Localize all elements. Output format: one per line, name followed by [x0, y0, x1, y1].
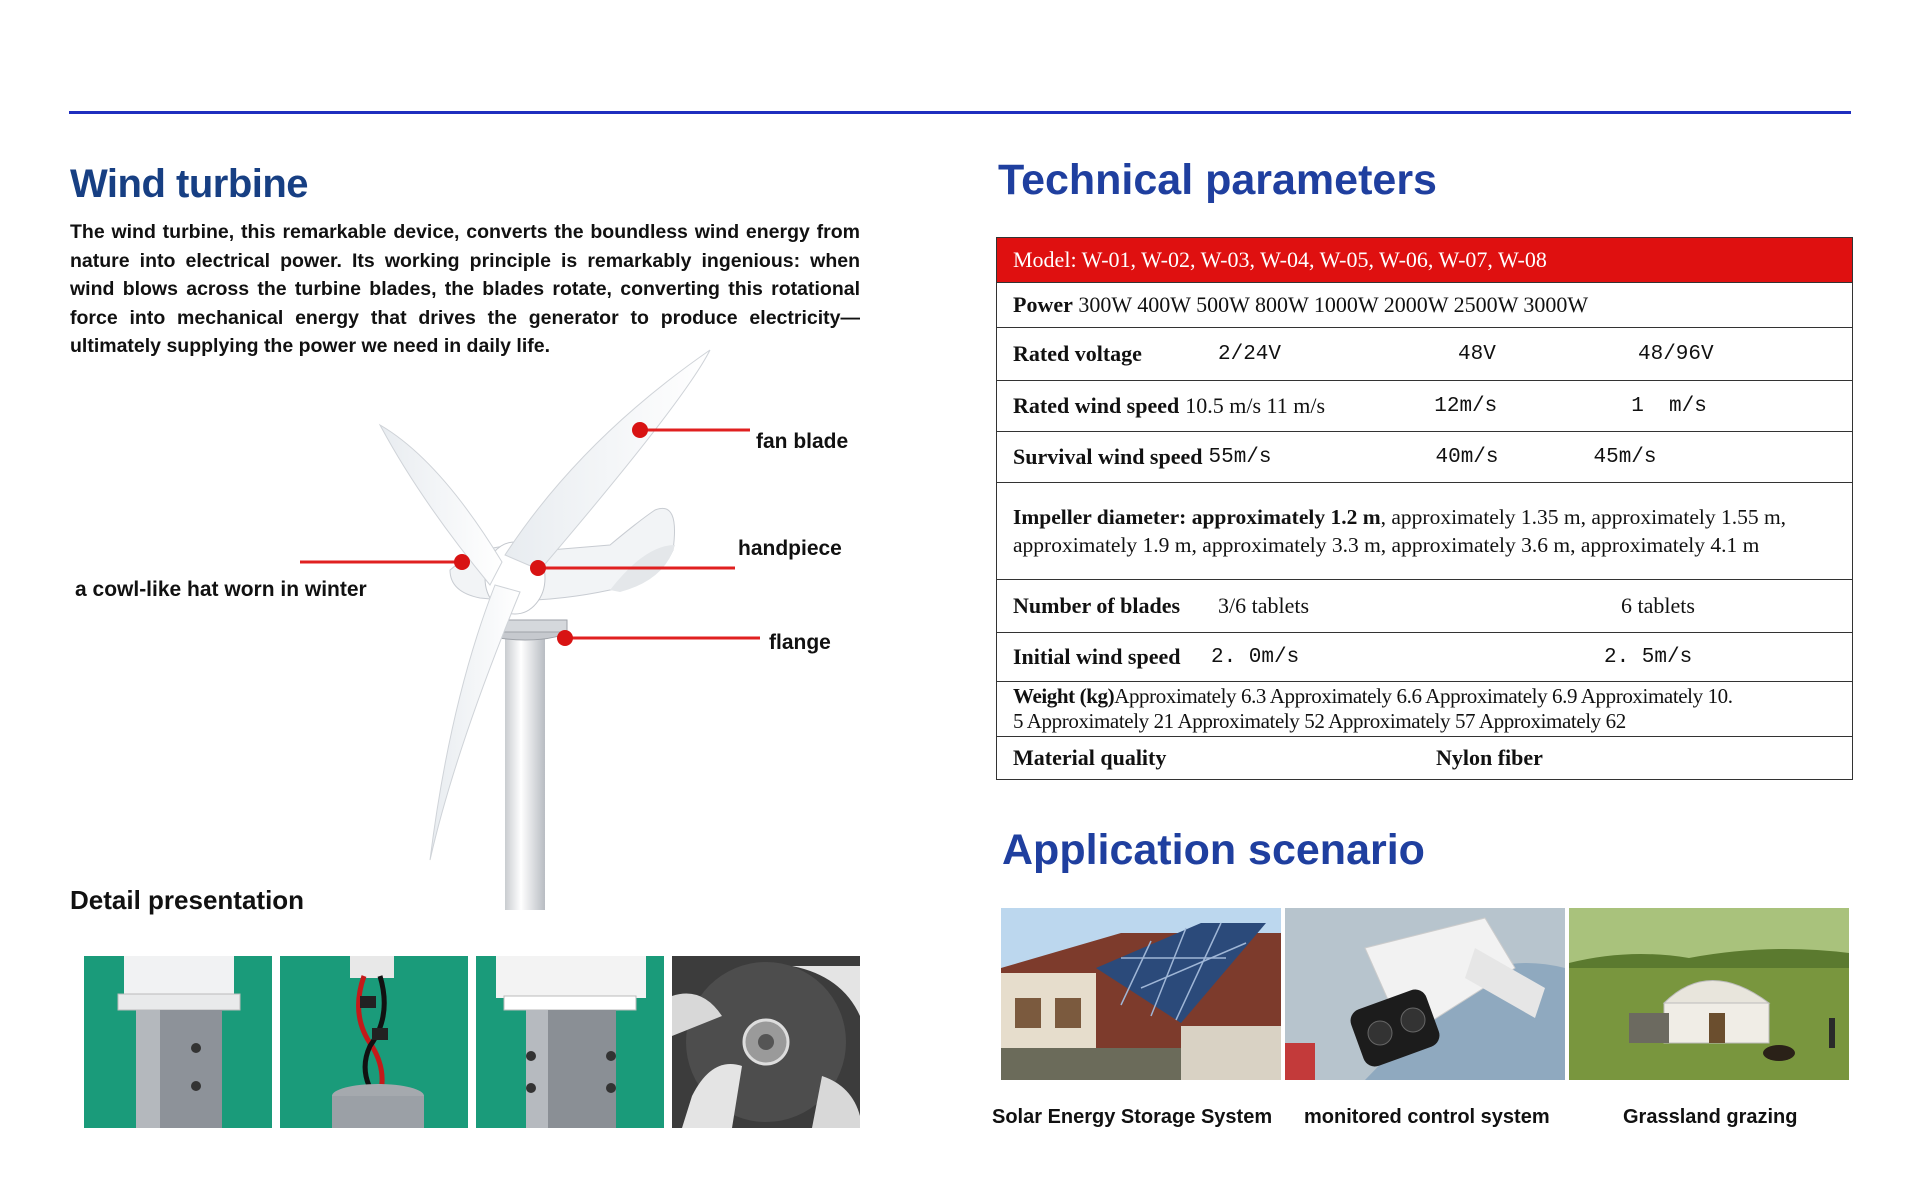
callout-handpiece: handpiece — [738, 537, 842, 560]
blades-label: Number of blades — [1013, 593, 1181, 618]
rated-voltage-v3: 48/96V — [1638, 342, 1714, 366]
application-photos — [1001, 908, 1849, 1080]
table-row-material — [997, 737, 1853, 780]
rated-wind-speed-label: Rated wind speed — [1013, 393, 1180, 418]
header-rule — [69, 111, 1851, 114]
wind-turbine-illustration — [280, 330, 840, 910]
power-label: Power — [1013, 292, 1073, 317]
rated-wind-speed-v3: 1 m/s — [1631, 394, 1707, 418]
weight-label: Weight (kg) — [1013, 684, 1115, 708]
table-row-number-of-blades — [997, 580, 1853, 633]
table-row-impeller-diameter — [997, 483, 1853, 580]
rated-wind-speed-v2: 12m/s — [1434, 394, 1498, 418]
table-row-rated-wind-speed — [997, 381, 1853, 432]
survival-wind-speed-label: Survival wind speed — [1013, 444, 1203, 469]
caption-grassland: Grassland grazing — [1623, 1106, 1798, 1128]
detail-photo-flange — [476, 956, 664, 1128]
detail-presentation-heading: Detail presentation — [70, 885, 305, 915]
impeller-values-1: , approximately 1.35 m, approximately 1.55 m, — [1380, 505, 1787, 529]
model-cell: Model: W-01, W-02, W-03, W-04, W-05, W-06, W-07, W-08 — [997, 238, 1853, 283]
rated-voltage-v2: 48V — [1458, 342, 1496, 366]
blades-v1: 3/6 tablets — [1218, 593, 1310, 618]
impeller-values-2: approximately 1.9 m, approximately 3.3 m, approximately 3.6 m, approximately 4.1 m — [1013, 533, 1760, 557]
table-row-rated-voltage — [997, 328, 1853, 381]
table-row-initial-wind-speed — [997, 633, 1853, 682]
caption-monitored: monitored control system — [1304, 1106, 1550, 1128]
table-row-model — [997, 238, 1853, 283]
rated-voltage-v1: 2/24V — [1218, 342, 1282, 366]
table-row-weight — [997, 682, 1853, 737]
survival-wind-speed-v3: 45m/s — [1593, 445, 1657, 469]
intro-paragraph: The wind turbine, this remarkable device, converts the boundless wind energy from nature into electrical power. Its working principle is remarkably ingenious: when wind blows across the turbine blades, the blades rotate, converting this rotational force into mechanical energy that drives the generator to produce electricity—ultimately supplying the power we need in daily life. — [70, 221, 860, 357]
detail-photo-wires — [280, 956, 468, 1128]
application-scenario-heading: Application scenario — [1002, 826, 1425, 874]
blades-v2: 6 tablets — [1621, 593, 1695, 618]
detail-photos — [84, 956, 860, 1128]
caption-solar: Solar Energy Storage System — [992, 1106, 1273, 1128]
technical-parameters-heading: Technical parameters — [998, 156, 1437, 204]
weight-values-2: 5 Approximately 21 Approximately 52 Approximately 57 Approximately 62 — [1013, 709, 1626, 733]
table-row-power — [997, 283, 1853, 328]
initial-wind-speed-v2: 2. 5m/s — [1604, 645, 1693, 669]
detail-photo-pole — [84, 956, 272, 1128]
rated-wind-speed-v1: 10.5 m/s 11 m/s — [1185, 393, 1326, 418]
callout-flange: flange — [769, 631, 831, 654]
rated-voltage-label: Rated voltage — [1013, 341, 1142, 366]
initial-wind-speed-v1: 2. 0m/s — [1211, 645, 1300, 669]
grassland-yurt-photo — [1569, 908, 1849, 1080]
wind-turbine-heading: Wind turbine — [70, 162, 309, 206]
technical-parameters-table — [996, 237, 1853, 780]
weight-values-1: Approximately 6.3 Approximately 6.6 Approximately 6.9 Approximately 10. — [1114, 684, 1733, 708]
callout-fan-blade: fan blade — [756, 430, 849, 453]
material-label: Material quality — [1013, 745, 1167, 770]
survival-wind-speed-v1: 55m/s — [1208, 445, 1272, 469]
initial-wind-speed-label: Initial wind speed — [1013, 644, 1181, 669]
power-values: 300W 400W 500W 800W 1000W 2000W 2500W 3000W — [1078, 292, 1589, 317]
detail-photo-hub — [672, 956, 860, 1128]
callout-hat: a cowl-like hat worn in winter — [75, 578, 367, 601]
material-value: Nylon fiber — [1436, 745, 1543, 770]
table-row-survival-wind-speed — [997, 432, 1853, 483]
solar-house-photo — [1001, 908, 1281, 1080]
camera-photo — [1285, 908, 1565, 1080]
survival-wind-speed-v2: 40m/s — [1435, 445, 1499, 469]
impeller-label: Impeller diameter: approximately 1.2 m — [1013, 505, 1381, 529]
